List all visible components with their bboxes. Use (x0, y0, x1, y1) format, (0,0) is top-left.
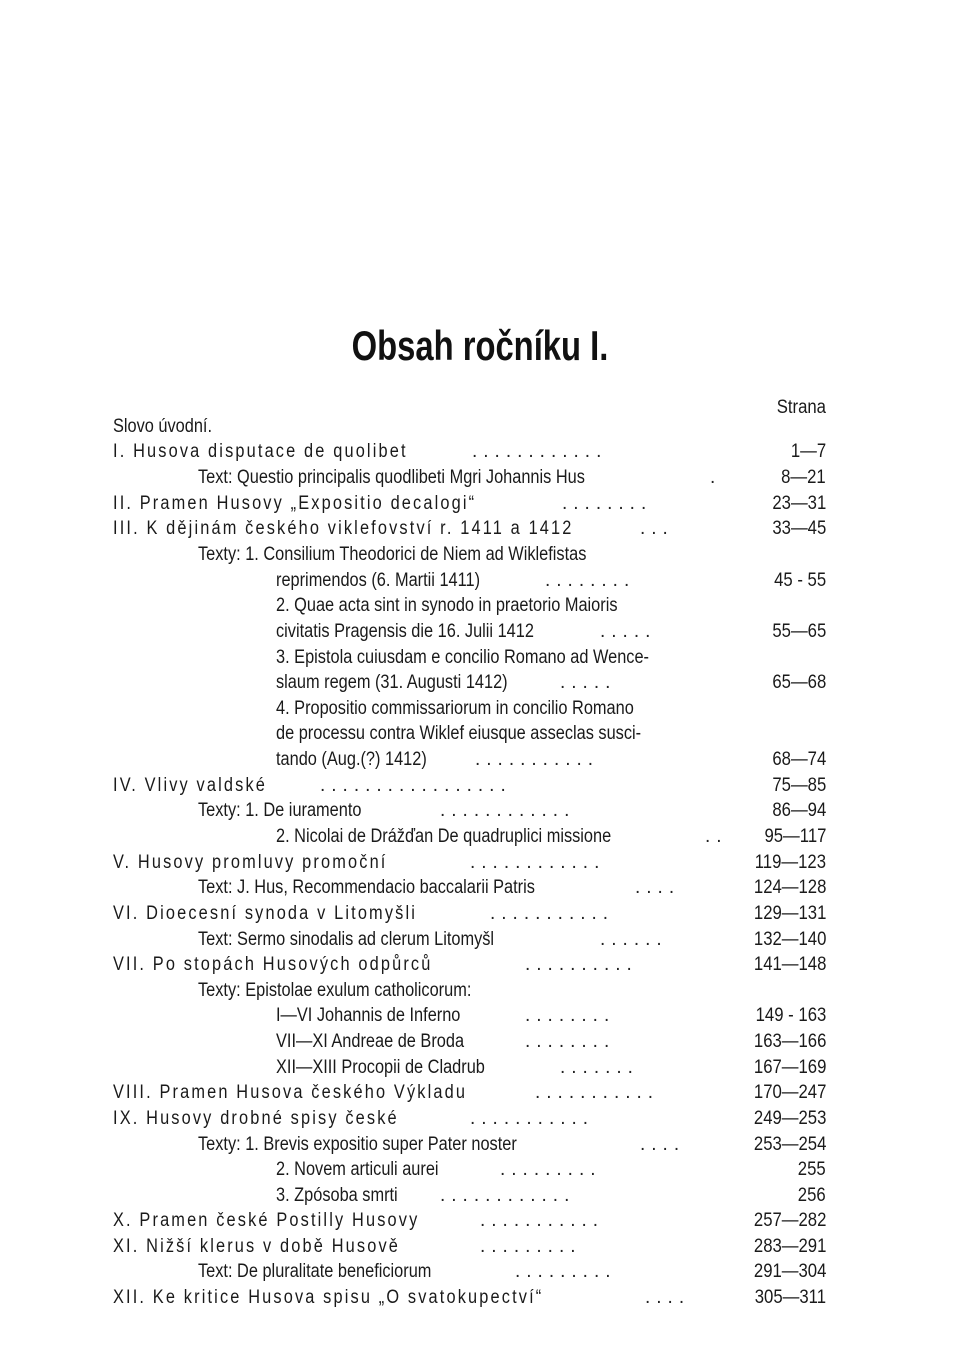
toc-entry-title: Texty: Epistolae exulum catholicorum: (198, 980, 472, 1001)
dot-leader: ....... (560, 1057, 639, 1078)
dot-leader: ........... (480, 1210, 605, 1231)
toc-entry (0, 901, 960, 927)
toc-entry-page: 167—169 (753, 1057, 826, 1078)
toc-entry (0, 1055, 960, 1081)
toc-entry-title: tando (Aug.(?) 1412) (276, 749, 427, 770)
toc-entry (0, 1234, 960, 1260)
toc-entry-title: III. K dějinám českého viklefovství r. 1411 a 1412 (113, 518, 574, 539)
toc-entry (0, 875, 960, 901)
dot-leader: ... (640, 518, 674, 539)
toc-entry (0, 1183, 960, 1209)
toc-entry-title: 2. Nicolai de Drážďan De quadruplici missione (276, 826, 612, 847)
dot-leader: ......... (515, 1261, 617, 1282)
toc-entry-page: 253—254 (753, 1134, 826, 1155)
toc-entry (0, 850, 960, 876)
dot-leader: ................. (320, 775, 512, 796)
toc-entry-title: I—VI Johannis de Inferno (276, 1005, 461, 1026)
toc-entry (0, 824, 960, 850)
toc-entry-title: V. Husovy promluvy promoční (113, 852, 388, 873)
toc-entry-title: X. Pramen české Postilly Husovy (113, 1210, 420, 1231)
dot-leader: ........ (562, 493, 653, 514)
toc-entry-title: 3. Epistola cuiusdam e concilio Romano ad Wence- (276, 647, 649, 668)
toc-entry-page: 65—68 (772, 672, 826, 693)
page-title: Obsah ročníku I. (351, 322, 609, 369)
toc-entry (0, 927, 960, 953)
dot-leader: ......... (500, 1159, 602, 1180)
column-header-strana: Strana (776, 397, 826, 418)
toc-entry-title: XII. Ke kritice Husova spisu „O svatokupectví“ (113, 1287, 544, 1308)
toc-entry-page: 291—304 (753, 1261, 826, 1282)
toc-entry (0, 1106, 960, 1132)
toc-entry (0, 696, 960, 722)
toc-entry-page: 149 - 163 (755, 1005, 826, 1026)
toc-entry (0, 593, 960, 619)
toc-entry (0, 619, 960, 645)
toc-entry-page: 257—282 (753, 1210, 826, 1231)
toc-entry-title: 2. Novem articuli aurei (276, 1159, 439, 1180)
toc-entry (0, 1029, 960, 1055)
dot-leader: ........... (475, 749, 600, 770)
toc-entry-title: civitatis Pragensis die 16. Julii 1412 (276, 621, 534, 642)
toc-entry-title: I. Husova disputace de quolibet (113, 441, 408, 462)
dot-leader: ............ (440, 1185, 576, 1206)
toc-entry (0, 1003, 960, 1029)
dot-leader: ......... (480, 1236, 582, 1257)
toc-entry-page: 124—128 (753, 877, 826, 898)
toc-entry-page: 132—140 (753, 929, 826, 950)
dot-leader: ..... (560, 672, 617, 693)
toc-entry-page: 249—253 (753, 1108, 826, 1129)
toc-entry-page: 141—148 (753, 954, 826, 975)
toc-entry-page: 163—166 (753, 1031, 826, 1052)
dot-leader: ........... (470, 1108, 595, 1129)
toc-entry-title: IX. Husovy drobné spisy české (113, 1108, 399, 1129)
toc-entry-title: slaum regem (31. Augusti 1412) (276, 672, 508, 693)
toc-entry (0, 1208, 960, 1234)
toc-entry (0, 798, 960, 824)
toc-entry-title: VI. Dioecesní synoda v Litomyšli (113, 903, 418, 924)
toc-entry-page: 95—117 (764, 826, 826, 847)
toc-entry-title: Texty: 1. De iuramento (198, 800, 362, 821)
dot-leader: ............ (472, 441, 608, 462)
dot-leader: .......... (525, 954, 638, 975)
dot-leader: . (710, 467, 722, 488)
toc-entry-page: 75—85 (772, 775, 826, 796)
toc-entry-page: 55—65 (772, 621, 826, 642)
toc-entry (0, 1080, 960, 1106)
toc-entry-title: 3. Zpósoba smrti (276, 1185, 398, 1206)
dot-leader: ..... (600, 621, 657, 642)
toc-entry (0, 1157, 960, 1183)
toc-entry (0, 721, 960, 747)
toc-entry (0, 568, 960, 594)
toc-entry (0, 645, 960, 671)
toc-entry-title: de processu contra Wiklef eiusque asseclas susci- (276, 723, 642, 744)
dot-leader: .. (705, 826, 728, 847)
toc-entry-page: 129—131 (753, 903, 826, 924)
dot-leader: ........... (535, 1082, 660, 1103)
toc-entry (0, 1285, 960, 1311)
toc-entry-page: 33—45 (772, 518, 826, 539)
toc-entry-title: 2. Quae acta sint in synodo in praetorio Maioris (276, 595, 618, 616)
toc-entry-page: 8—21 (781, 467, 826, 488)
toc-entry-title: Text: De pluralitate beneficiorum (198, 1261, 432, 1282)
toc-entry (0, 1132, 960, 1158)
toc-entry-title: Texty: 1. Brevis expositio super Pater noster (198, 1134, 517, 1155)
toc-entry-page: 86—94 (772, 800, 826, 821)
toc-entry-title: Text: J. Hus, Recommendacio baccalarii Patris (198, 877, 535, 898)
dot-leader: .... (635, 877, 681, 898)
toc-entry-page: 23—31 (772, 493, 826, 514)
dot-leader: ........ (525, 1031, 616, 1052)
toc-entry (0, 516, 960, 542)
toc-entry-title: Texty: 1. Consilium Theodorici de Niem ad Wiklefistas (198, 544, 587, 565)
toc-entry-title: II. Pramen Husovy „Expositio decalogi“ (113, 493, 477, 514)
dot-leader: .... (640, 1134, 686, 1155)
dot-leader: ...... (600, 929, 668, 950)
toc-entry-page: 170—247 (753, 1082, 826, 1103)
toc-entry (0, 952, 960, 978)
toc-entry-page: 305—311 (754, 1287, 826, 1308)
toc-entry (0, 542, 960, 568)
toc-entry-page: 119—123 (754, 852, 826, 873)
toc-entry-page: 45 - 55 (773, 570, 826, 591)
toc-entry-title: VIII. Pramen Husova českého Výkladu (113, 1082, 468, 1103)
toc-entry-title: Text: Sermo sinodalis ad clerum Litomyšl (198, 929, 495, 950)
dot-leader: ........ (545, 570, 636, 591)
toc-entry-title: VII. Po stopách Husových odpůrců (113, 954, 433, 975)
toc-entry-page: 1—7 (790, 441, 826, 462)
toc-entry-title: XII—XIII Procopii de Cladrub (276, 1057, 485, 1078)
toc-entry-title: XI. Nižší klerus v době Husově (113, 1236, 400, 1257)
dot-leader: ............ (470, 852, 606, 873)
toc-entry-page: 283—291 (753, 1236, 826, 1257)
toc-entry (0, 978, 960, 1004)
toc-entry-title: reprimendos (6. Martii 1411) (276, 570, 481, 591)
toc-entry-page: 256 (798, 1185, 826, 1206)
toc-entry (0, 439, 960, 465)
toc-entry-title: Text: Questio principalis quodlibeti Mgri Johannis Hus (198, 467, 585, 488)
toc-entry-title: VII—XI Andreae de Broda (276, 1031, 465, 1052)
toc-entry (0, 414, 960, 440)
dot-leader: ........... (490, 903, 615, 924)
dot-leader: ........ (525, 1005, 616, 1026)
toc-entry (0, 670, 960, 696)
toc-entry (0, 773, 960, 799)
toc-entry-page: 255 (798, 1159, 826, 1180)
toc-entry (0, 747, 960, 773)
toc-entry-title: Slovo úvodní. (113, 416, 213, 437)
toc-entry-title: 4. Propositio commissariorum in concilio Romano (276, 698, 634, 719)
toc-entry (0, 491, 960, 517)
dot-leader: ............ (440, 800, 576, 821)
toc-entry-title: IV. Vlivy valdské (113, 775, 268, 796)
toc-entry (0, 465, 960, 491)
dot-leader: .... (645, 1287, 691, 1308)
toc-entry (0, 1259, 960, 1285)
toc-entry-page: 68—74 (772, 749, 826, 770)
